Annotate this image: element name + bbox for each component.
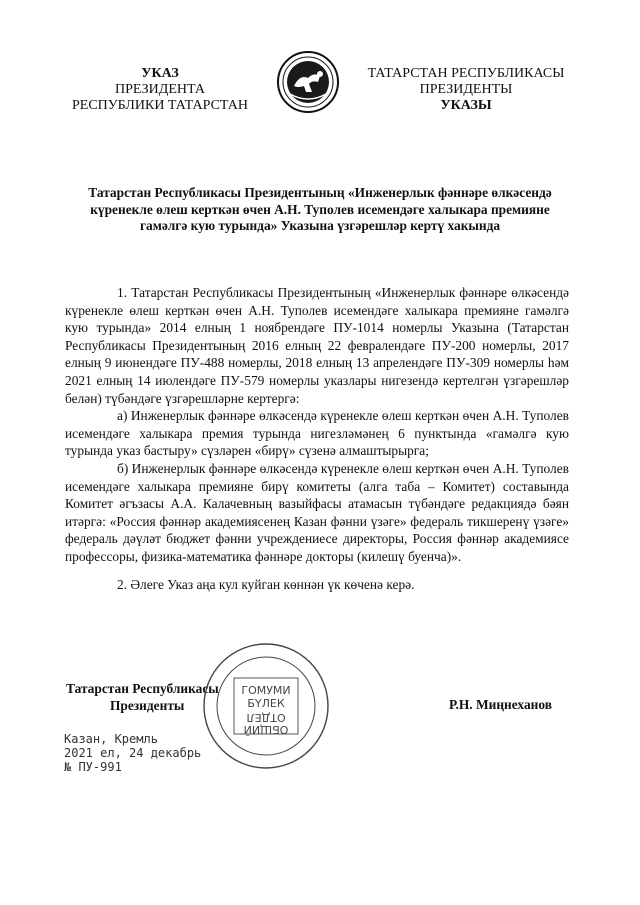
paragraph-1: 1. Татарстан Республикасы Президентының «Инженерлык фәннәре өлкәсендә күренекле өлеш керткән өчен А.Н. Туполев исемендәге халыкара премияне гамәлгә кую турында» 2014 елның 1 ноябрендәге ПУ-1014 номерлы Указына (Татарстан Республикасы Президентының 2016 елның 22 февралендәге ПУ-200 номерлы, 2017 елның 9 июнендәге ПУ-488 номерлы, 2018 елның 13 апрелендәге ПУ-309 номерлы һәм 2021 елның 14 июлендәге ПУ-579 номерлы указлары нигезендә кертелгән үзгәрешләр белән) түбәндәге үзгәрешләрне кертергә:	[65, 285, 569, 406]
paragraph-2: 2. Әлеге Указ аңа кул куйган көннән үк көченә керә.	[117, 576, 415, 592]
decree-number: № ПУ-991	[64, 760, 122, 774]
svg-text:БҮЛЕК: БҮЛЕК	[247, 697, 285, 710]
official-stamp-icon	[200, 640, 332, 772]
header-left-republic: РЕСПУБЛИКИ ТАТАРСТАН	[71, 98, 248, 113]
signatory-title	[66, 680, 219, 714]
document-body	[65, 284, 569, 593]
document-title: Татарстан Республикасы Президентының «Инженерлык фәннәре өлкәсендә күренекле өлеш керткән өчен А.Н. Туполев исемендәге халыкара премияне гамәлгә кую турында» Указына үзгәрешләр кертү хакында	[88, 185, 552, 233]
svg-text:ОТДЕЛ: ОТДЕЛ	[246, 711, 286, 724]
svg-text:ОБЩИЙ: ОБЩИЙ	[243, 723, 289, 736]
header-right	[356, 66, 576, 114]
header-right-president: ПРЕЗИДЕНТЫ	[419, 82, 513, 97]
paragraph-1a: а) Инженерлык фәннәре өлкәсендә күренекле өлеш керткән өчен А.Н. Туполев исемендәге халыкара премия турында нигезләмәнең 6 пунктында «гамәлгә кую турында указ бастыру» сүзләрен «бирү» сүзенә алмаштырырга;	[65, 408, 569, 459]
place-city: Казан, Кремль	[64, 732, 158, 746]
header-right-decree: УКАЗЫ	[440, 98, 492, 113]
header-left	[60, 66, 260, 114]
header-right-republic: ТАТАРСТАН РЕСПУБЛИКАСЫ	[367, 66, 565, 81]
paragraph-1b: б) Инженерлык фәннәре өлкәсендә күренекле өлеш керткән өчен А.Н. Туполев исемендәге халыкара премияне бирү комитеты (алга таба – Комитет) составында Комитет әгъзасы А.А. Калачевның вазыйфасы атамасын түбәндәге редакциядә бәян итәргә: «Россия фәннәр академиясенең Казан фәнни үзәге» федераль тикшеренү үзәге» федераль дәүләт бюджет фәнни учреждениесе директоры, Россия фәннәр академиясе профессоры, физика-математика фәннәре докторы (килешү буенча)».	[65, 460, 569, 564]
signatory-name: Р.Н. Миңнеханов	[449, 697, 552, 712]
svg-text:ГОМУМИ: ГОМУМИ	[241, 684, 291, 697]
place-and-date	[64, 732, 201, 774]
header-left-president: ПРЕЗИДЕНТА	[115, 82, 205, 97]
header-left-decree: УКАЗ	[141, 66, 179, 81]
place-date: 2021 ел, 24 декабрь	[64, 746, 202, 760]
signatory-title-line2: Президенты	[110, 698, 185, 713]
signatory-title-line1: Татарстан Республикасы	[66, 681, 219, 696]
coat-of-arms-icon	[276, 50, 340, 114]
